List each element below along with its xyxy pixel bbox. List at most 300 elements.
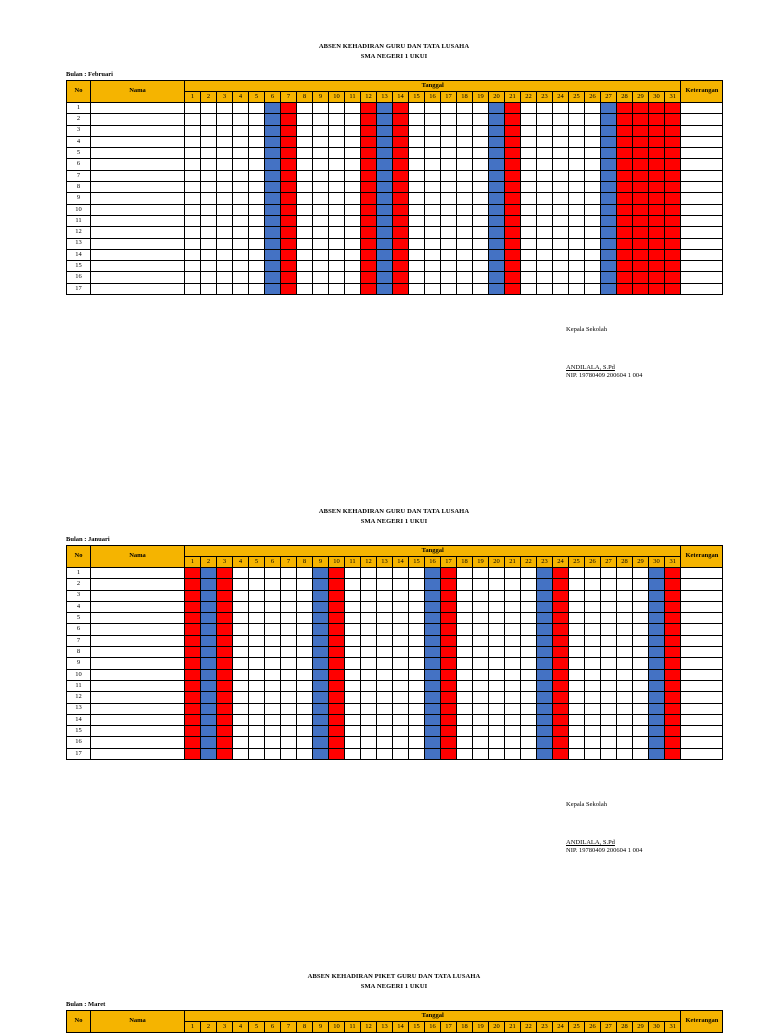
day-cell[interactable] <box>217 613 233 624</box>
day-cell[interactable] <box>329 193 345 204</box>
day-cell[interactable] <box>281 238 297 249</box>
day-cell[interactable] <box>505 658 521 669</box>
day-cell[interactable] <box>569 261 585 272</box>
day-cell[interactable] <box>409 658 425 669</box>
day-cell[interactable] <box>329 272 345 283</box>
day-cell[interactable] <box>521 714 537 725</box>
day-cell[interactable] <box>601 613 617 624</box>
day-cell[interactable] <box>409 635 425 646</box>
day-cell[interactable] <box>217 703 233 714</box>
day-cell[interactable] <box>617 182 633 193</box>
day-cell[interactable] <box>393 692 409 703</box>
day-cell[interactable] <box>281 159 297 170</box>
day-cell[interactable] <box>377 680 393 691</box>
day-cell[interactable] <box>233 737 249 748</box>
day-cell[interactable] <box>617 148 633 159</box>
day-cell[interactable] <box>281 227 297 238</box>
day-cell[interactable] <box>377 238 393 249</box>
name-cell[interactable] <box>91 215 185 226</box>
day-cell[interactable] <box>265 148 281 159</box>
day-cell[interactable] <box>281 658 297 669</box>
day-cell[interactable] <box>377 624 393 635</box>
day-cell[interactable] <box>569 590 585 601</box>
day-cell[interactable] <box>233 215 249 226</box>
day-cell[interactable] <box>297 249 313 260</box>
day-cell[interactable] <box>457 193 473 204</box>
day-cell[interactable] <box>457 227 473 238</box>
day-cell[interactable] <box>585 283 601 294</box>
day-cell[interactable] <box>393 103 409 114</box>
day-cell[interactable] <box>361 261 377 272</box>
day-cell[interactable] <box>585 624 601 635</box>
day-cell[interactable] <box>553 182 569 193</box>
day-cell[interactable] <box>649 624 665 635</box>
day-cell[interactable] <box>217 601 233 612</box>
day-cell[interactable] <box>489 204 505 215</box>
day-cell[interactable] <box>345 737 361 748</box>
day-cell[interactable] <box>489 182 505 193</box>
day-cell[interactable] <box>297 227 313 238</box>
day-cell[interactable] <box>249 669 265 680</box>
day-cell[interactable] <box>441 125 457 136</box>
day-cell[interactable] <box>217 249 233 260</box>
day-cell[interactable] <box>649 658 665 669</box>
day-cell[interactable] <box>313 601 329 612</box>
day-cell[interactable] <box>489 692 505 703</box>
day-cell[interactable] <box>185 283 201 294</box>
day-cell[interactable] <box>297 669 313 680</box>
day-cell[interactable] <box>265 658 281 669</box>
day-cell[interactable] <box>425 249 441 260</box>
day-cell[interactable] <box>585 680 601 691</box>
day-cell[interactable] <box>649 261 665 272</box>
day-cell[interactable] <box>345 601 361 612</box>
day-cell[interactable] <box>633 669 649 680</box>
day-cell[interactable] <box>265 647 281 658</box>
day-cell[interactable] <box>425 669 441 680</box>
day-cell[interactable] <box>377 726 393 737</box>
day-cell[interactable] <box>313 703 329 714</box>
day-cell[interactable] <box>649 136 665 147</box>
day-cell[interactable] <box>505 590 521 601</box>
day-cell[interactable] <box>585 703 601 714</box>
day-cell[interactable] <box>617 159 633 170</box>
remarks-cell[interactable] <box>681 204 723 215</box>
day-cell[interactable] <box>601 249 617 260</box>
day-cell[interactable] <box>297 125 313 136</box>
name-cell[interactable] <box>91 737 185 748</box>
day-cell[interactable] <box>233 261 249 272</box>
day-cell[interactable] <box>185 748 201 759</box>
day-cell[interactable] <box>409 227 425 238</box>
day-cell[interactable] <box>601 283 617 294</box>
day-cell[interactable] <box>361 114 377 125</box>
day-cell[interactable] <box>441 238 457 249</box>
day-cell[interactable] <box>665 692 681 703</box>
day-cell[interactable] <box>489 658 505 669</box>
day-cell[interactable] <box>505 669 521 680</box>
day-cell[interactable] <box>409 680 425 691</box>
day-cell[interactable] <box>361 579 377 590</box>
day-cell[interactable] <box>553 737 569 748</box>
day-cell[interactable] <box>521 737 537 748</box>
remarks-cell[interactable] <box>681 227 723 238</box>
day-cell[interactable] <box>473 601 489 612</box>
day-cell[interactable] <box>665 103 681 114</box>
day-cell[interactable] <box>249 613 265 624</box>
day-cell[interactable] <box>233 227 249 238</box>
day-cell[interactable] <box>585 726 601 737</box>
day-cell[interactable] <box>297 748 313 759</box>
day-cell[interactable] <box>265 590 281 601</box>
day-cell[interactable] <box>201 714 217 725</box>
day-cell[interactable] <box>537 215 553 226</box>
day-cell[interactable] <box>441 227 457 238</box>
day-cell[interactable] <box>377 148 393 159</box>
day-cell[interactable] <box>553 647 569 658</box>
day-cell[interactable] <box>665 238 681 249</box>
day-cell[interactable] <box>601 238 617 249</box>
day-cell[interactable] <box>569 748 585 759</box>
day-cell[interactable] <box>505 182 521 193</box>
day-cell[interactable] <box>521 613 537 624</box>
day-cell[interactable] <box>201 227 217 238</box>
name-cell[interactable] <box>91 114 185 125</box>
day-cell[interactable] <box>425 272 441 283</box>
day-cell[interactable] <box>489 125 505 136</box>
day-cell[interactable] <box>665 114 681 125</box>
day-cell[interactable] <box>265 568 281 579</box>
day-cell[interactable] <box>185 182 201 193</box>
day-cell[interactable] <box>409 624 425 635</box>
day-cell[interactable] <box>569 136 585 147</box>
day-cell[interactable] <box>185 261 201 272</box>
day-cell[interactable] <box>569 114 585 125</box>
day-cell[interactable] <box>569 227 585 238</box>
day-cell[interactable] <box>601 193 617 204</box>
day-cell[interactable] <box>633 748 649 759</box>
day-cell[interactable] <box>249 635 265 646</box>
day-cell[interactable] <box>489 238 505 249</box>
day-cell[interactable] <box>249 579 265 590</box>
day-cell[interactable] <box>313 635 329 646</box>
day-cell[interactable] <box>185 658 201 669</box>
day-cell[interactable] <box>505 748 521 759</box>
day-cell[interactable] <box>665 568 681 579</box>
day-cell[interactable] <box>489 635 505 646</box>
day-cell[interactable] <box>649 714 665 725</box>
day-cell[interactable] <box>505 249 521 260</box>
day-cell[interactable] <box>329 159 345 170</box>
name-cell[interactable] <box>91 703 185 714</box>
day-cell[interactable] <box>313 613 329 624</box>
day-cell[interactable] <box>633 249 649 260</box>
day-cell[interactable] <box>361 272 377 283</box>
day-cell[interactable] <box>185 114 201 125</box>
day-cell[interactable] <box>409 669 425 680</box>
day-cell[interactable] <box>361 148 377 159</box>
day-cell[interactable] <box>457 283 473 294</box>
day-cell[interactable] <box>649 170 665 181</box>
day-cell[interactable] <box>553 680 569 691</box>
name-cell[interactable] <box>91 249 185 260</box>
day-cell[interactable] <box>665 647 681 658</box>
day-cell[interactable] <box>233 647 249 658</box>
remarks-cell[interactable] <box>681 590 723 601</box>
day-cell[interactable] <box>521 283 537 294</box>
day-cell[interactable] <box>185 249 201 260</box>
day-cell[interactable] <box>425 647 441 658</box>
day-cell[interactable] <box>553 748 569 759</box>
day-cell[interactable] <box>297 193 313 204</box>
day-cell[interactable] <box>249 238 265 249</box>
day-cell[interactable] <box>329 601 345 612</box>
day-cell[interactable] <box>409 748 425 759</box>
day-cell[interactable] <box>521 215 537 226</box>
day-cell[interactable] <box>361 635 377 646</box>
day-cell[interactable] <box>217 726 233 737</box>
remarks-cell[interactable] <box>681 669 723 680</box>
day-cell[interactable] <box>665 283 681 294</box>
day-cell[interactable] <box>457 148 473 159</box>
day-cell[interactable] <box>297 658 313 669</box>
day-cell[interactable] <box>569 568 585 579</box>
day-cell[interactable] <box>585 227 601 238</box>
day-cell[interactable] <box>473 692 489 703</box>
day-cell[interactable] <box>617 748 633 759</box>
day-cell[interactable] <box>665 635 681 646</box>
day-cell[interactable] <box>537 568 553 579</box>
day-cell[interactable] <box>313 103 329 114</box>
day-cell[interactable] <box>265 748 281 759</box>
day-cell[interactable] <box>281 714 297 725</box>
day-cell[interactable] <box>281 737 297 748</box>
day-cell[interactable] <box>249 283 265 294</box>
day-cell[interactable] <box>537 170 553 181</box>
day-cell[interactable] <box>633 590 649 601</box>
day-cell[interactable] <box>249 249 265 260</box>
day-cell[interactable] <box>649 227 665 238</box>
day-cell[interactable] <box>329 726 345 737</box>
day-cell[interactable] <box>553 635 569 646</box>
day-cell[interactable] <box>281 125 297 136</box>
day-cell[interactable] <box>457 635 473 646</box>
day-cell[interactable] <box>377 136 393 147</box>
day-cell[interactable] <box>505 737 521 748</box>
day-cell[interactable] <box>425 680 441 691</box>
day-cell[interactable] <box>201 568 217 579</box>
day-cell[interactable] <box>473 227 489 238</box>
day-cell[interactable] <box>489 193 505 204</box>
day-cell[interactable] <box>649 159 665 170</box>
day-cell[interactable] <box>473 170 489 181</box>
day-cell[interactable] <box>217 635 233 646</box>
day-cell[interactable] <box>585 249 601 260</box>
day-cell[interactable] <box>377 215 393 226</box>
day-cell[interactable] <box>521 193 537 204</box>
day-cell[interactable] <box>217 283 233 294</box>
day-cell[interactable] <box>313 238 329 249</box>
day-cell[interactable] <box>281 193 297 204</box>
day-cell[interactable] <box>617 613 633 624</box>
day-cell[interactable] <box>345 748 361 759</box>
day-cell[interactable] <box>665 182 681 193</box>
day-cell[interactable] <box>457 714 473 725</box>
day-cell[interactable] <box>633 272 649 283</box>
day-cell[interactable] <box>249 624 265 635</box>
day-cell[interactable] <box>633 579 649 590</box>
day-cell[interactable] <box>201 669 217 680</box>
day-cell[interactable] <box>377 737 393 748</box>
day-cell[interactable] <box>185 103 201 114</box>
day-cell[interactable] <box>585 272 601 283</box>
day-cell[interactable] <box>249 590 265 601</box>
day-cell[interactable] <box>281 182 297 193</box>
day-cell[interactable] <box>249 658 265 669</box>
day-cell[interactable] <box>617 714 633 725</box>
day-cell[interactable] <box>633 692 649 703</box>
day-cell[interactable] <box>537 204 553 215</box>
day-cell[interactable] <box>249 261 265 272</box>
day-cell[interactable] <box>393 568 409 579</box>
day-cell[interactable] <box>585 669 601 680</box>
day-cell[interactable] <box>441 261 457 272</box>
day-cell[interactable] <box>457 125 473 136</box>
day-cell[interactable] <box>473 669 489 680</box>
day-cell[interactable] <box>585 125 601 136</box>
day-cell[interactable] <box>329 613 345 624</box>
day-cell[interactable] <box>441 669 457 680</box>
day-cell[interactable] <box>313 272 329 283</box>
day-cell[interactable] <box>441 148 457 159</box>
day-cell[interactable] <box>361 737 377 748</box>
day-cell[interactable] <box>361 601 377 612</box>
day-cell[interactable] <box>473 182 489 193</box>
day-cell[interactable] <box>457 182 473 193</box>
day-cell[interactable] <box>345 579 361 590</box>
day-cell[interactable] <box>489 624 505 635</box>
day-cell[interactable] <box>185 272 201 283</box>
day-cell[interactable] <box>265 114 281 125</box>
name-cell[interactable] <box>91 680 185 691</box>
name-cell[interactable] <box>91 148 185 159</box>
day-cell[interactable] <box>265 204 281 215</box>
day-cell[interactable] <box>473 613 489 624</box>
day-cell[interactable] <box>361 658 377 669</box>
day-cell[interactable] <box>521 136 537 147</box>
day-cell[interactable] <box>585 261 601 272</box>
day-cell[interactable] <box>601 170 617 181</box>
day-cell[interactable] <box>585 193 601 204</box>
day-cell[interactable] <box>457 159 473 170</box>
day-cell[interactable] <box>649 182 665 193</box>
day-cell[interactable] <box>617 136 633 147</box>
day-cell[interactable] <box>569 103 585 114</box>
remarks-cell[interactable] <box>681 249 723 260</box>
day-cell[interactable] <box>265 624 281 635</box>
day-cell[interactable] <box>185 714 201 725</box>
day-cell[interactable] <box>665 249 681 260</box>
day-cell[interactable] <box>553 159 569 170</box>
day-cell[interactable] <box>649 568 665 579</box>
day-cell[interactable] <box>425 148 441 159</box>
day-cell[interactable] <box>649 613 665 624</box>
day-cell[interactable] <box>361 669 377 680</box>
day-cell[interactable] <box>569 714 585 725</box>
day-cell[interactable] <box>345 114 361 125</box>
day-cell[interactable] <box>425 703 441 714</box>
day-cell[interactable] <box>297 703 313 714</box>
day-cell[interactable] <box>361 692 377 703</box>
day-cell[interactable] <box>633 283 649 294</box>
day-cell[interactable] <box>441 249 457 260</box>
day-cell[interactable] <box>505 238 521 249</box>
day-cell[interactable] <box>473 125 489 136</box>
day-cell[interactable] <box>201 680 217 691</box>
day-cell[interactable] <box>553 613 569 624</box>
day-cell[interactable] <box>633 601 649 612</box>
day-cell[interactable] <box>633 238 649 249</box>
day-cell[interactable] <box>569 692 585 703</box>
name-cell[interactable] <box>91 136 185 147</box>
day-cell[interactable] <box>297 568 313 579</box>
day-cell[interactable] <box>297 136 313 147</box>
day-cell[interactable] <box>217 658 233 669</box>
day-cell[interactable] <box>441 692 457 703</box>
day-cell[interactable] <box>329 283 345 294</box>
day-cell[interactable] <box>441 647 457 658</box>
day-cell[interactable] <box>585 238 601 249</box>
day-cell[interactable] <box>617 647 633 658</box>
day-cell[interactable] <box>505 703 521 714</box>
day-cell[interactable] <box>473 204 489 215</box>
day-cell[interactable] <box>521 658 537 669</box>
day-cell[interactable] <box>665 737 681 748</box>
day-cell[interactable] <box>425 601 441 612</box>
day-cell[interactable] <box>665 613 681 624</box>
day-cell[interactable] <box>633 227 649 238</box>
day-cell[interactable] <box>505 272 521 283</box>
day-cell[interactable] <box>457 703 473 714</box>
day-cell[interactable] <box>313 737 329 748</box>
day-cell[interactable] <box>329 703 345 714</box>
day-cell[interactable] <box>313 748 329 759</box>
day-cell[interactable] <box>521 114 537 125</box>
day-cell[interactable] <box>409 215 425 226</box>
day-cell[interactable] <box>633 568 649 579</box>
day-cell[interactable] <box>489 261 505 272</box>
day-cell[interactable] <box>521 182 537 193</box>
day-cell[interactable] <box>505 114 521 125</box>
day-cell[interactable] <box>569 159 585 170</box>
day-cell[interactable] <box>201 204 217 215</box>
day-cell[interactable] <box>377 613 393 624</box>
day-cell[interactable] <box>297 647 313 658</box>
day-cell[interactable] <box>505 647 521 658</box>
day-cell[interactable] <box>409 261 425 272</box>
day-cell[interactable] <box>185 601 201 612</box>
day-cell[interactable] <box>617 238 633 249</box>
day-cell[interactable] <box>281 283 297 294</box>
day-cell[interactable] <box>265 680 281 691</box>
day-cell[interactable] <box>409 159 425 170</box>
day-cell[interactable] <box>409 283 425 294</box>
day-cell[interactable] <box>633 714 649 725</box>
day-cell[interactable] <box>409 170 425 181</box>
day-cell[interactable] <box>425 726 441 737</box>
day-cell[interactable] <box>505 714 521 725</box>
day-cell[interactable] <box>441 193 457 204</box>
